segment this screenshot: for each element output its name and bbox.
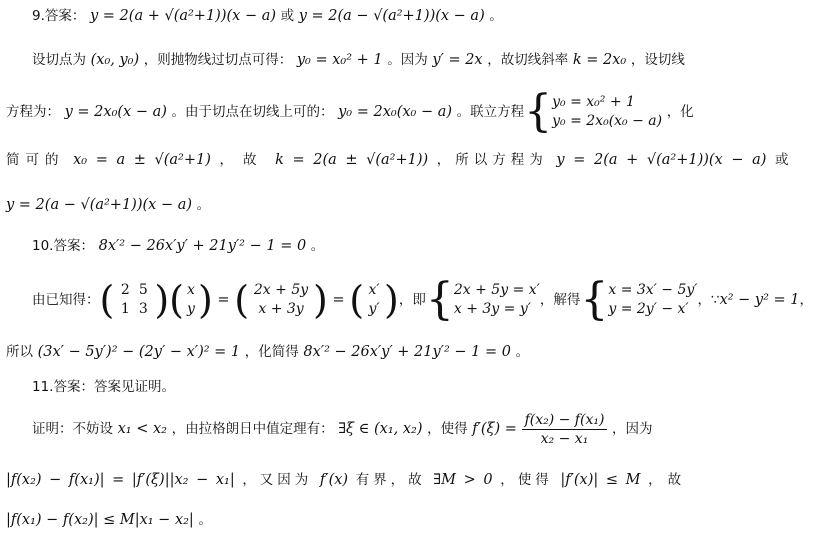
vec-prime-right-paren: ) — [384, 278, 399, 322]
p10-since: ，∵ — [697, 292, 720, 308]
p9-system-eq-2: y₀ = 2x₀(x₀ − a) — [552, 113, 663, 129]
vec-xy-right-paren: ) — [197, 278, 213, 322]
equals-2: = — [327, 292, 350, 308]
p10-answer: 8x′² − 26x′y′ + 21y′² − 1 = 0 — [98, 238, 307, 254]
p9-answer-a: y = 2(a + √(a²+1))(x − a) — [90, 8, 277, 24]
vec-y: y — [187, 301, 195, 317]
p10-hyperbola-eq: x² − y² = 1 — [719, 292, 800, 308]
matrix-right-paren: ) — [154, 278, 170, 322]
matrix-left-paren: ( — [99, 278, 115, 322]
p9-parabola-eq: y₀ = x₀² + 1 — [296, 52, 383, 68]
p10-therefore-line — [6, 342, 647, 362]
p11-proof-line-1 — [32, 406, 673, 452]
p10-ji: ，即 — [398, 292, 426, 308]
p11-conclusion-line — [6, 510, 647, 530]
p9-label: 9.答案： — [32, 8, 86, 24]
p10-label: 10.答案： — [32, 238, 94, 254]
p10-substitution-eq: (3x′ − 5y′)² − (2y′ − x′)² = 1 — [37, 344, 241, 360]
p9-answer-b: y = 2(a − √(a²+1))(x − a) — [298, 8, 485, 24]
p11-end: 。 — [198, 512, 212, 528]
p9-system-eq-1: y₀ = x₀² + 1 — [552, 94, 635, 110]
p10-system-a-eq-1: 2x + 5y = x′ — [453, 282, 540, 298]
p11-conclusion: |f(x₁) − f(x₂)| ≤ M|x₁ − x₂| — [6, 512, 194, 528]
vec-xy-left-paren: ( — [169, 278, 184, 322]
p11-gu: ，故 — [648, 472, 688, 488]
p9-line-4 — [6, 150, 789, 170]
p11-fprime-xi: f′(ξ) = — [472, 421, 517, 437]
matrix-a11: 2 — [120, 282, 130, 298]
p11-lagrange-text: ，由拉格朗日中值定理有： — [171, 421, 334, 437]
p11-also-because: ，又因为 — [242, 472, 313, 488]
p9-tangent-point: (x₀, y₀) — [90, 52, 140, 68]
p11-exists-M: ∃M > 0 — [433, 472, 493, 488]
p10-jiede: ，解得 — [539, 292, 581, 308]
vec-x-prime: x′ — [368, 282, 380, 298]
p10-system-b — [608, 281, 697, 319]
p9-system — [552, 93, 662, 131]
matrix-a22: 3 — [138, 301, 148, 317]
p9-or: 或 — [280, 8, 295, 24]
p10-comma: ， — [799, 292, 813, 308]
p11-assumption: x₁ < x₂ — [117, 421, 167, 437]
p9-final-eq-a: y = 2(a + √(a²+1))(x − a) — [556, 152, 767, 168]
p9-text-5: ，设切线 — [630, 52, 685, 68]
p9-text-14: 。 — [196, 197, 211, 213]
p9-text-7: 。由于切点在切线上可的： — [171, 104, 334, 120]
vec-result-2: x + 3y — [258, 301, 304, 317]
p9-text-8: 。联立方程 — [456, 104, 525, 120]
p9-slope-eq: k = 2x₀ — [572, 52, 627, 68]
p9-text-10: 简可的 — [6, 152, 65, 168]
vec-x: x — [187, 282, 195, 298]
p9-text-6: 方程为： — [6, 104, 60, 120]
p10-answer-line — [32, 236, 673, 256]
p9-line-3 — [6, 86, 694, 137]
vec-res-left-paren: ( — [234, 278, 250, 322]
p9-tangent-eq: y = 2x₀(x − a) — [64, 104, 167, 120]
coefficient-matrix — [114, 281, 154, 319]
p10-known: 由已知得： — [32, 292, 100, 308]
p10-final-eq: 8x′² − 26x′y′ + 21y′² − 1 = 0 — [303, 344, 511, 360]
p9-line-2 — [32, 50, 685, 70]
p10-system-b-eq-1: x = 3x′ − 5y′ — [608, 282, 698, 298]
vec-res-right-paren: ) — [313, 278, 328, 322]
p9-text-4: ，故切线斜率 — [487, 52, 569, 68]
p9-point-on-tangent-eq: y₀ = 2x₀(x₀ − a) — [338, 104, 453, 120]
vector-result — [249, 281, 313, 319]
fraction-numerator: f(x₂) − f(x₁) — [522, 411, 608, 430]
p11-label: 11.答案：答案见证明。 — [32, 379, 175, 395]
vector-xy — [184, 281, 198, 319]
p11-proof-intro: 证明：不妨设 — [32, 421, 113, 437]
equals-1: = — [212, 292, 235, 308]
p10-system-b-eq-2: y = 2y′ − x′ — [608, 301, 689, 317]
p9-text-11: ，故 — [219, 152, 267, 168]
p9-text-3: 。因为 — [387, 52, 428, 68]
p11-bound-eq: |f′(x)| ≤ M — [560, 472, 641, 488]
vec-prime-left-paren: ( — [349, 278, 365, 322]
p11-abs-product: = |f′(ξ)||x₂ − x₁| — [112, 472, 235, 488]
p10-system-b-brace: { — [580, 274, 609, 325]
p9-text-12: ，所以方程为 — [436, 152, 548, 168]
p9-answer-line — [32, 6, 673, 26]
p9-text-2: ，则抛物线过切点可得： — [143, 52, 293, 68]
p10-period: 。 — [310, 238, 325, 254]
p9-text-9: ，化 — [666, 104, 694, 120]
p11-such-that-2: ，使得 — [500, 472, 553, 488]
p10-matrix-line — [32, 274, 813, 325]
matrix-a21: 1 — [120, 301, 130, 317]
p9-derivative-eq: y′ = 2x — [432, 52, 483, 68]
p9-k-eq: k = 2(a ± √(a²+1)) — [275, 152, 429, 168]
p11-abs-difference: |f(x₂) − f(x₁)| — [6, 472, 105, 488]
p11-fprime-x: f′(x) — [319, 472, 349, 488]
p9-text-1: 设切点为 — [32, 52, 86, 68]
p9-final-eq-b: y = 2(a − √(a²+1))(x − a) — [6, 197, 193, 213]
p11-such-that: ，使得 — [427, 421, 468, 437]
fraction-denominator: x₂ − x₁ — [540, 430, 589, 447]
p10-system-a — [454, 281, 540, 319]
p9-x0-eq: x₀ = a ± √(a²+1) — [73, 152, 211, 168]
matrix-a12: 5 — [138, 282, 148, 298]
p10-end: 。 — [515, 344, 530, 360]
p11-proof-line-2 — [6, 470, 688, 490]
p11-exists-xi: ∃ξ ∈ (x₁, x₂) — [338, 421, 423, 437]
p9-system-brace: { — [524, 86, 553, 137]
vec-result-1: 2x + 5y — [253, 282, 309, 298]
p9-text-13: 或 — [775, 152, 789, 168]
p10-system-a-eq-2: x + 3y = y′ — [453, 301, 531, 317]
p10-therefore: 所以 — [6, 344, 33, 360]
p11-bounded-text: 有界，故 — [355, 472, 426, 488]
p9-line-5 — [6, 195, 647, 215]
p11-because: ，因为 — [612, 421, 653, 437]
p10-system-a-brace: { — [425, 274, 454, 325]
p11-answer-line — [32, 377, 673, 397]
p9-period: 。 — [489, 8, 503, 24]
p10-simplify: ，化简得 — [244, 344, 299, 360]
vector-prime — [364, 281, 384, 319]
vec-y-prime: y′ — [368, 301, 380, 317]
p11-mean-value-fraction — [522, 411, 608, 448]
